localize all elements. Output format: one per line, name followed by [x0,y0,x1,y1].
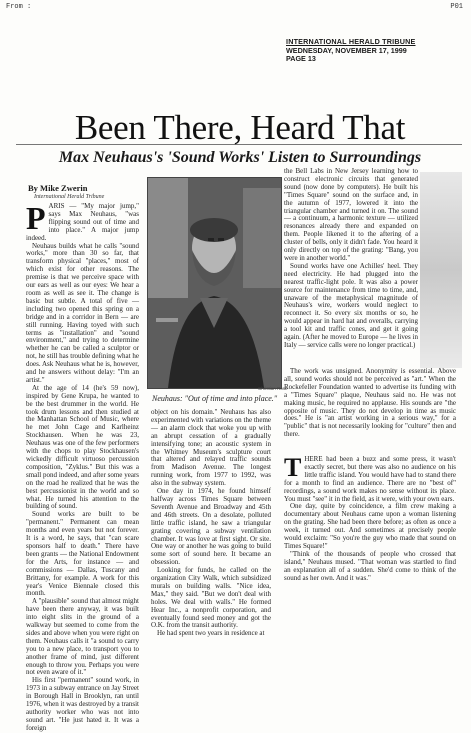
subheadline: Max Neuhaus's 'Sound Works' Listen to Surroundings [58,149,422,166]
article-paragraph: Neuhaus builds what he calls "sound works," more than 30 so far, that transform physical "places," most of which exist for other reasons. The premise is that we perceive space with our ears as well as our eyes: We hear a room as well as see it. The change is basic but subtle. A total of five — including two opened this spring on a bridge and in a corridor in Bern — are still running. Having toyed with such terms as "installation" and "sound environment," and trying to determine whether he can be called a sculptor or not, he still has trouble defining what he does. Ask Neuhaus what he is, however, and he answers without delay: "I'm an artist." [26,241,139,384]
fax-header-from: From : [6,3,32,11]
photo-caption: Neuhaus: "Out of time and into place." [152,394,278,403]
article-paragraph: The work was unsigned. Anonymity is essential. Above all, sound works should not be perceived as "art." When the Rockefeller Foundation wanted to advertise its funding with a "Times Square" plaque, Neuhaus said no. He was not making music, he required no applause. His sounds are "the opposite of music. They do not develop in time as music does." He is "an artist working in a serious way," for a "public" that is not necessarily looking for "culture" then and there. [284,367,456,439]
masthead [286,38,462,64]
article-paragraph: Sound works are built to be "permanent." Permanent can mean months and even years but not forever. It is a word, he says, that "can scare sponsors half to death." There have been grants — the National Endowment for the Arts, for instance — and commissions — Dallas, Tuscany and Brittany, for example. A work for this year's Venice Biennale closed this month. [26,510,139,598]
article-paragraph: One day in 1974, he found himself halfway across Times Square between Seventh Avenue and Broadway and 45th and 46th streets. On a desolate, polluted little traffic island, he saw a triangular grating covering a subway ventilation chamber. It was love at first sight. Or site. One way or another he was going to build some sort of sound here. It became an obsession. [151,487,271,567]
article-paragraph: A "plausible" sound that almost might have been there anyway, it was built into eight slits in the ground of a walkway but seemed to come from the sides and above when you were right on them. Neuhaus calls it "a sound to carry you to a new place, to transport you to another frame of mind, just different enough to throw you. Perhaps you were not even aware of it." [26,597,139,677]
article-paragraph: Sound works have one Achilles' heel. They need electricity. He had plugged into the nearest traffic-light pole. It was also a power source for maintenance from time to time, and, unaware of the metaphysical magnitude of Neuhaus's wire, workers would neglect to reconnect it. So every six months or so, he would appear in hard hat and overalls, carrying a tool kit and traffic cones, and get it going again. (After he moved to Europe — he lives in Italy — service calls were no longer practical.) [284,261,418,349]
publication-date: WEDNESDAY, NOVEMBER 17, 1999 [286,45,407,55]
portrait-photo [147,177,282,389]
article-column-1 [26,200,139,732]
byline-affiliation: International Herald Tribune [34,194,105,200]
lead-paragraph: ARIS — "My major jump," says Max Neuhaus, "was flipping sound out of time and into place." A major jump indeed. [26,202,139,242]
photo-credit: Christian Rose [258,386,288,391]
article-column-3-bottom [284,453,456,623]
fax-page-number: P01 [450,3,463,11]
drop-cap: T [284,453,302,482]
article-paragraph: His first "permanent" sound work, in 1973 in a subway entrance on Jay Street in Borough Hall in Brooklyn, ran until 1976, when it was destroyed by a transit authority worker who was not into sound art. "He just hated it. It was a foreign [26,676,139,732]
article-column-3-middle [284,368,456,457]
portrait-illustration [148,178,281,388]
page-number: PAGE 13 [286,54,316,64]
article-paragraph: Looking for funds, he called on the organization City Walk, which subsidized murals on building walls. "Nice idea, Max," they said. "But we don't deal with holes. We deal with walls." He formed Hear Inc., a nonprofit corporation, and eventually found seed money and got the O.K. from the transit authority. [151,566,271,630]
article-paragraph: "Think of the thousands of people who crossed that island," Neuhaus mused. "That woman was startled to find an explanation all of a sudden. She'd come to think of the sound as her own. And it was." [284,549,456,582]
publication-name: INTERNATIONAL HERALD TRIBUNE [286,37,416,46]
headline: Been There, Heard That [74,108,406,147]
byline: By Mike Zwerin [28,183,88,193]
article-column-3-top [284,168,418,368]
article-paragraph: HERE had been a buzz and some press, it wasn't exactly secret, but there was also no audience on his little traffic island. You would have had to stand there for a month to find an audience. There are no "best of" recordings, a sound work makes no sense without its place. You must "see" it in the field, as it were, with your own ears. [284,455,456,503]
article-column-2 [151,408,271,638]
article-paragraph: He had spent two years in residence at [157,629,265,638]
article-paragraph: One day, quite by coincidence, a film crew making a documentary about Neuhaus came upon a woman listening on the grating. She had been there before; as often as once a week, it turned out. And sometimes at precisely people would exclaim: "So you're the guy who made that sound on Times Square!" [284,502,456,550]
article-paragraph: At the age of 14 (he's 59 now), inspired by Gene Krupa, he wanted to be the best drummer in the world. He took drum lessons and then studied at the Manhattan School of Music, where he met John Cage and Karlheinz Stockhausen. When he was 23, Neuhaus was one of the few performers with the chops to play Stockhausen's wickedly difficult virtuoso percussion composition, "Zyklus." But this was a small pond indeed, and after some years on the road he realized that he was the best percussionist in the world and so what. He turned his attention to the building of sound. [26,383,139,511]
side-image [420,172,462,368]
drop-cap: P [26,200,46,236]
article-paragraph: object on his domain." Neuhaus has also experimented with variations on the theme — an alarm clock that woke you up with an abrupt cessation of a gradually intensifying tone; an acoustic system in the Whitney Museum's sculpture court that altered and relayed traffic sounds from Madison Avenue. The longest running work, from 1977 to 1992, was also in the subway system. [151,408,271,488]
article-paragraph: the Bell Labs in New Jersey learning how to construct electronic circuits that generated sound (now done by computers). He built his "Times Square" sound on the surface and, in the autumn of 1977, lowered it into the triangular chamber and turned it on. The sound — a continuum, a harmonic texture — utilized resonances already there and expanded on them. People likened it to the aftering of a cluster of bells, only it didn't fade. You heard it only directly on top of the grating: "Bang, you were in another world." [284,167,418,262]
